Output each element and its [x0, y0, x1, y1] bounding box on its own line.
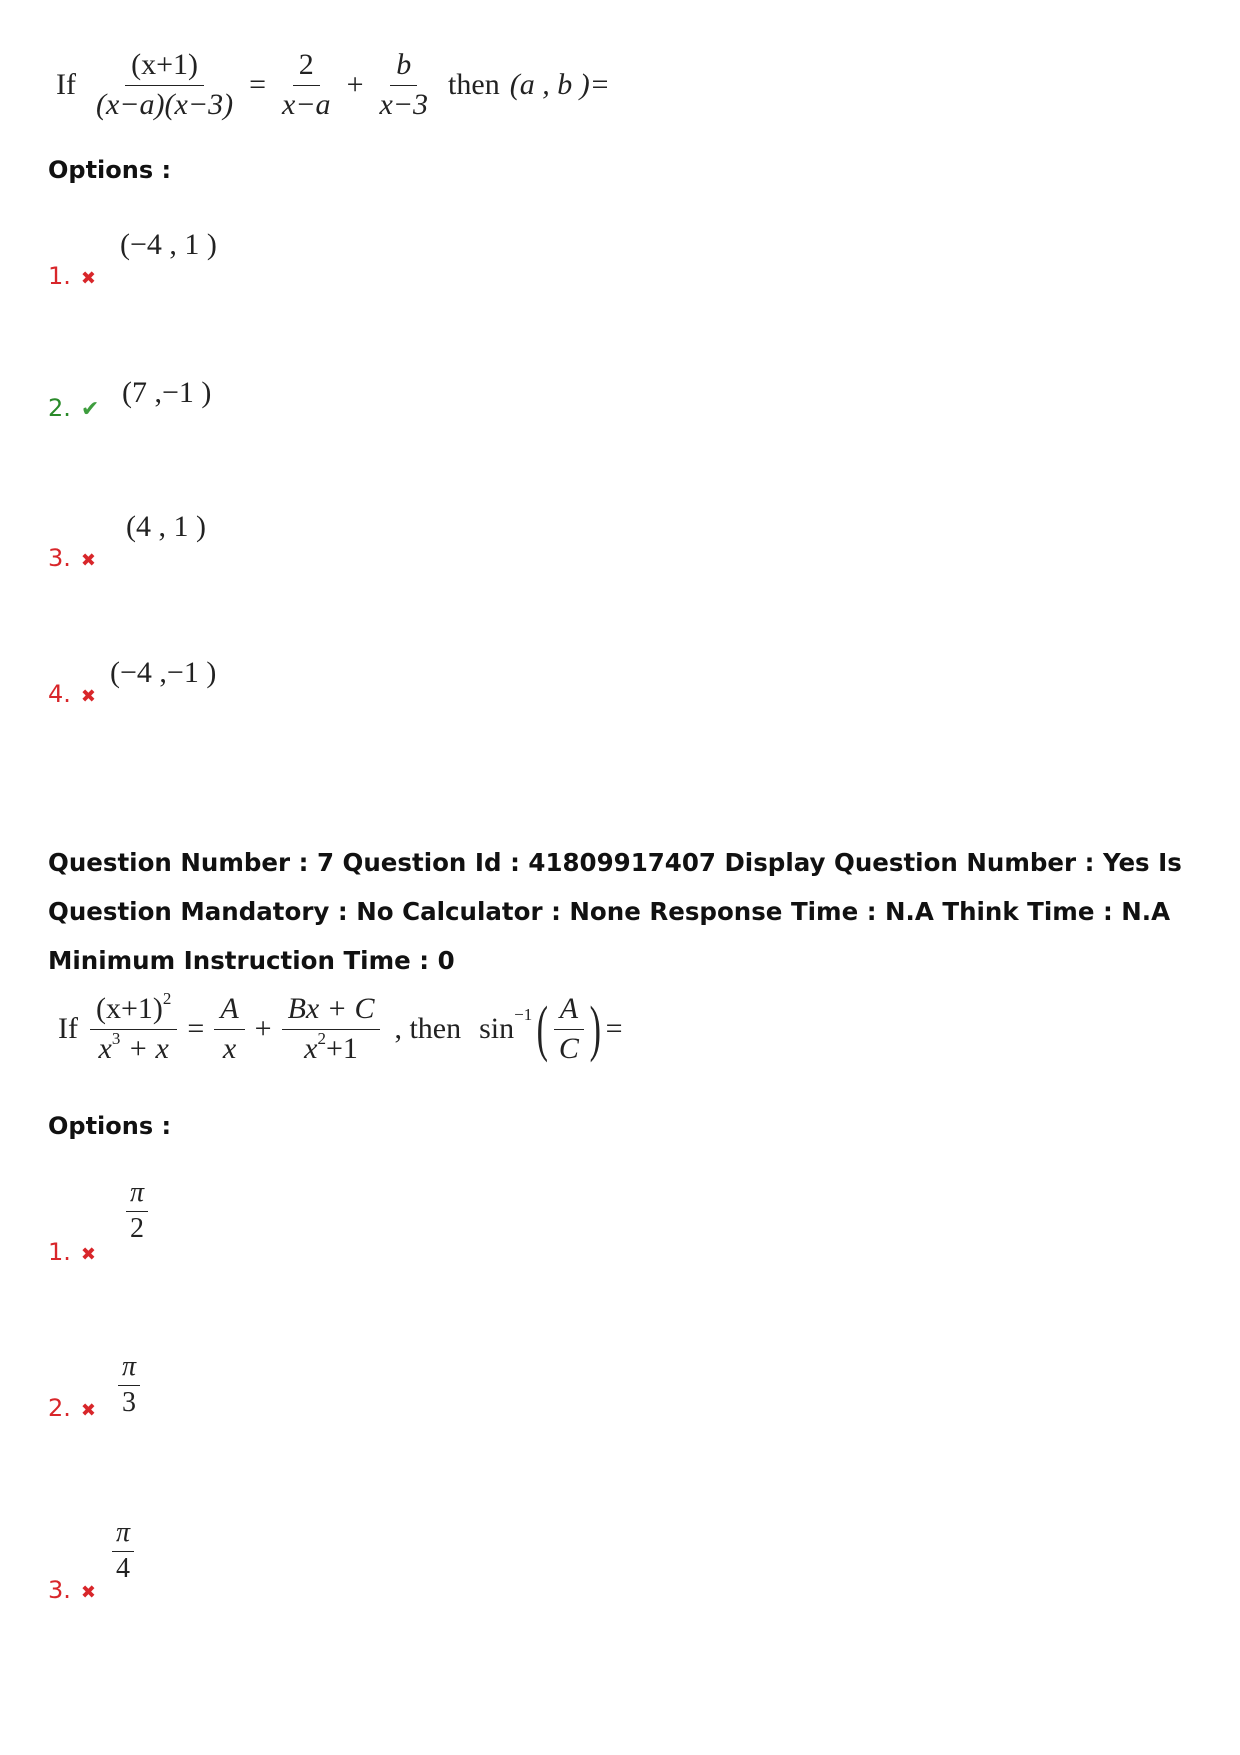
q6-option-3-label: 3. [48, 544, 71, 572]
q6-option-3-value: (4 , 1 ) [126, 510, 206, 543]
q7-end-equals: = [605, 1012, 623, 1045]
q7-lhs-num-exp: 2 [162, 989, 172, 1008]
q7-right-paren: ) [589, 995, 601, 1063]
q6-plus: + [346, 68, 364, 101]
q6-option-1-label: 1. [48, 262, 71, 290]
q7-term2-den-rest: +1 [325, 1031, 358, 1065]
q7-option-1-label: 1. [48, 1238, 71, 1266]
q6-equation [56, 48, 610, 122]
q7-sin: sin [479, 1012, 515, 1045]
q6-equals: = [249, 68, 266, 101]
q7-term2-numerator: Bx + C [282, 992, 381, 1030]
q7-option-1-value [126, 1178, 148, 1245]
q7-lhs-num-text: (x+1) [95, 992, 163, 1025]
q7-lhs-numerator [90, 989, 177, 1030]
q6-option-2-value: (7 ,−1 ) [122, 376, 212, 409]
q7-option-2-pi: π [118, 1352, 140, 1386]
q7-lhs-den-rest: + x [127, 1031, 169, 1065]
q7-meta: Question Number : 7 Question Id : 41809917407 Display Question Number : Yes Is Question Mandatory : No Calculator : None Response Time : N.A Think Time : N.A Minimum Instruction Time : 0 [48, 848, 1182, 975]
q6-option-2-number [48, 394, 99, 422]
q7-options-label: Options : [48, 1112, 172, 1140]
q6-options-label: Options : [48, 156, 172, 184]
q6-if: If [56, 68, 76, 101]
q6-term2-denominator: x−3 [379, 87, 429, 121]
q7-option-2-label: 2. [48, 1394, 71, 1422]
q6-lhs-fraction [90, 48, 239, 122]
q7-lhs-den-text: x [98, 1031, 112, 1065]
q7-term1-fraction [214, 992, 244, 1066]
q6-option-1-number [48, 262, 96, 290]
q7-lhs-denominator [92, 1030, 174, 1067]
q7-option-3-label: 3. [48, 1576, 71, 1604]
q7-lhs-fraction [90, 989, 177, 1066]
q7-arg-fraction [553, 992, 585, 1066]
q7-option-3-number [48, 1576, 96, 1604]
cross-icon: ✖ [80, 1244, 96, 1265]
q6-option-2-label: 2. [48, 394, 71, 422]
q6-term1-numerator: 2 [293, 48, 320, 86]
q6-term2-numerator: b [390, 48, 417, 86]
check-icon: ✔ [80, 397, 100, 422]
q6-option-3-number [48, 544, 96, 572]
q7-option-1-number [48, 1238, 96, 1266]
q7-term2-den-text: x [304, 1031, 318, 1065]
q7-plus: + [254, 1012, 272, 1045]
q7-option-3-pi: π [112, 1518, 134, 1552]
q7-left-paren: ( [536, 995, 549, 1063]
q6-term1-fraction [276, 48, 337, 122]
q7-arg-denominator: C [558, 1031, 579, 1065]
q6-term1-denominator: x−a [282, 87, 331, 121]
q7-lhs-den-exp: 3 [111, 1028, 121, 1048]
q7-then: , then [394, 1012, 462, 1045]
cross-icon: ✖ [80, 1582, 96, 1603]
q6-option-4-label: 4. [48, 680, 71, 708]
q6-option-4-value: (−4 ,−1 ) [110, 656, 217, 689]
cross-icon: ✖ [80, 686, 96, 707]
q7-term2-den-exp: 2 [317, 1028, 326, 1048]
q7-option-3-value [112, 1518, 134, 1585]
q7-option-1-pi: π [126, 1178, 148, 1212]
q7-option-2-den: 3 [122, 1386, 137, 1418]
q7-term2-denominator [298, 1030, 364, 1067]
q6-term2-fraction [373, 48, 434, 122]
q6-then: then [448, 68, 500, 101]
q7-option-2-value [118, 1352, 140, 1419]
cross-icon: ✖ [80, 1400, 96, 1421]
q7-sin-exp: −1 [514, 1005, 533, 1024]
q6-lhs-numerator: (x+1) [125, 48, 204, 86]
q6-lhs-denominator: (x−a)(x−3) [95, 87, 234, 121]
cross-icon: ✖ [80, 550, 96, 571]
q7-equation [58, 989, 623, 1066]
q6-rhs: (a , b )= [509, 68, 610, 101]
q7-term2-fraction [282, 992, 381, 1066]
q7-term1-numerator: A [214, 992, 244, 1030]
q7-option-1-den: 2 [130, 1212, 145, 1244]
q7-term1-denominator: x [222, 1031, 237, 1065]
cross-icon: ✖ [80, 268, 96, 289]
q7-if: If [58, 1012, 78, 1045]
q7-equals: = [187, 1012, 205, 1045]
q7-option-3-den: 4 [116, 1552, 131, 1584]
q6-option-1-value: (−4 , 1 ) [120, 228, 217, 261]
q6-option-4-number [48, 680, 96, 708]
q7-arg-numerator: A [554, 992, 584, 1030]
q7-option-2-number [48, 1394, 96, 1422]
